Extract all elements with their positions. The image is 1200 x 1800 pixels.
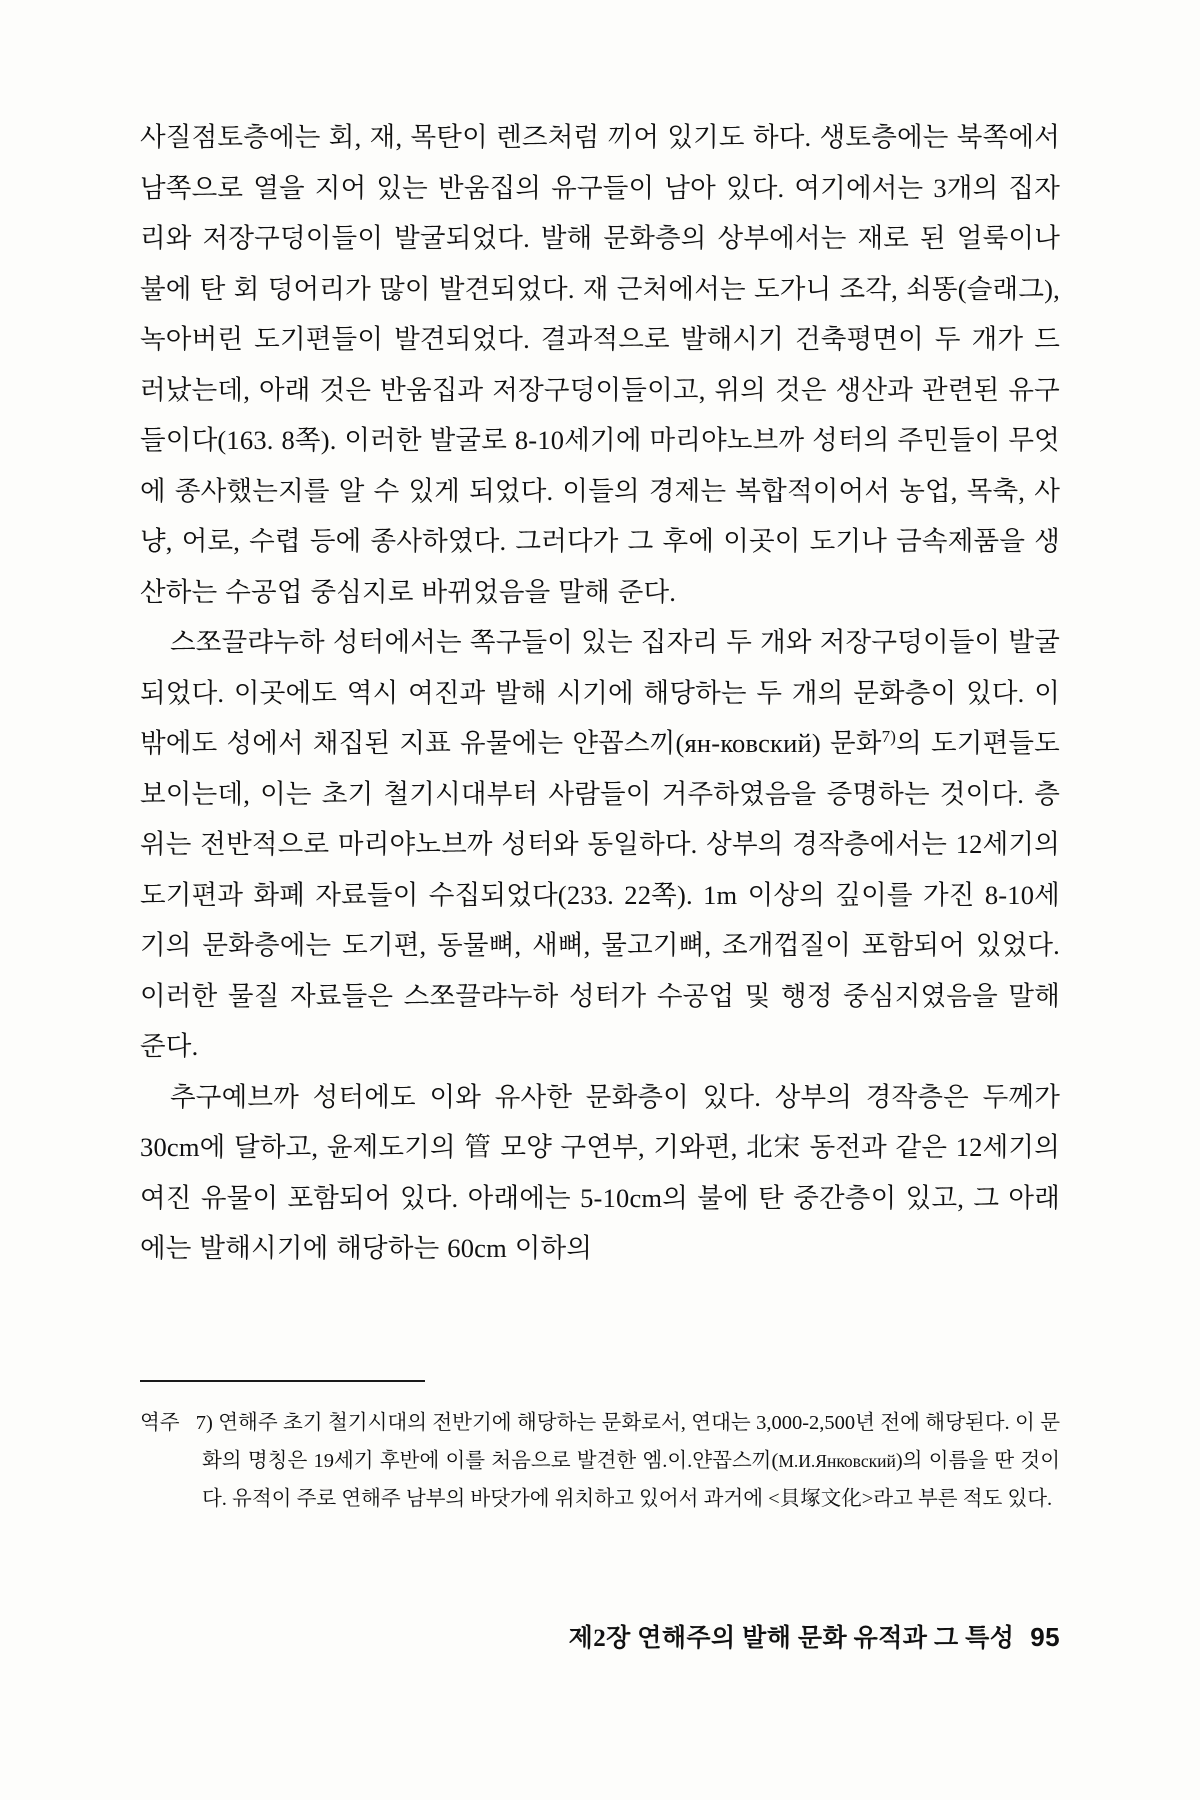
footnote-label: 역주 xyxy=(140,1412,180,1434)
footnote-divider xyxy=(140,1380,425,1382)
paragraph-1: 사질점토층에는 회, 재, 목탄이 렌즈처럼 끼어 있기도 하다. 생토층에는 북쪽에서 남쪽으로 열을 지어 있는 반움집의 유구들이 남아 있다. 여기에서는 3개의 집자리와 저장구덩이들이 발굴되었다. 발해 문화층의 상부에서는 재로 된 얼룩이나 불에 탄 회 덩어리가 많이 발견되었다. 재 근처에서는 도가니 조각, 쇠똥(슬래그), 녹아버린 도기편들이 발견되었다. 결과적으로 발해시기 건축평면이 두 개가 드러났는데, 아래 것은 반움집과 저장구덩이들이고, 위의 것은 생산과 관련된 유구들이다(163. 8쪽). 이러한 발굴로 8-10세기에 마리야노브까 성터의 주민들이 무엇에 종사했는지를 알 수 있게 되었다. 이들의 경제는 복합적이어서 농업, 목축, 사냥, 어로, 수렵 등에 종사하였다. 그러다가 그 후에 이곳이 도기나 금속제품을 생산하는 수공업 중심지로 바뀌었음을 말해 준다. xyxy=(140,122,1060,607)
paragraph-2-part-b: 의 도기편들도 보이는데, 이는 초기 철기시대부터 사람들이 거주하였음을 증명하는 것이다. 층위는 전반적으로 마리야노브까 성터와 동일하다. 상부의 경작층에서는 12세기의 도기편과 화폐 자료들이 수집되었다(233. 22쪽). 1m 이상의 깊이를 가진 8-10세기의 문화층에는 도기편, 동물뼈, 새뼈, 물고기뼈, 조개껍질이 포함되어 있었다. 이러한 물질 자료들은 스쪼끌랴누하 성터가 수공업 및 행정 중심지였음을 말해준다. xyxy=(140,728,1060,1061)
footnote-marker: 7) xyxy=(195,1412,213,1434)
body-text-column xyxy=(140,112,1060,1274)
paragraph-3: 추구예브까 성터에도 이와 유사한 문화층이 있다. 상부의 경작층은 두께가 30cm에 달하고, 윤제도기의 管 모양 구연부, 기와편, 北宋 동전과 같은 12세기의 여진 유물이 포함되어 있다. 아래에는 5-10cm의 불에 탄 중간층이 있고, 그 아래에는 발해시기에 해당하는 60cm 이하의 xyxy=(140,1081,1060,1263)
footnote-area xyxy=(140,1380,1060,1518)
page-footer xyxy=(140,1618,1060,1654)
footnote-text-part2: )의 이름을 딴 것이다. 유적이 주로 연해주 남부의 바닷가에 위치하고 있어서 과거에 <貝塚文化>라고 부른 적도 있다. xyxy=(202,1450,1061,1510)
paragraph-2 xyxy=(140,617,1060,1072)
paragraph-2-part-a: 스쪼끌랴누하 성터에서는 쪽구들이 있는 집자리 두 개와 저장구덩이들이 발굴되었다. 이곳에도 역시 여진과 발해 시기에 해당하는 두 개의 문화층이 있다. 이밖에도 성에서 채집된 지표 유물에는 얀꼽스끼(ян-ковский) 문화 xyxy=(140,627,1060,758)
footnote-reference-7[interactable]: 7) xyxy=(881,727,897,747)
footnote-7 xyxy=(140,1404,1060,1518)
footnote-text-part1: 연해주 초기 철기시대의 전반기에 해당하는 문화로서, 연대는 3,000-2,500년 전에 해당된다. 이 문화의 명칭은 19세기 후반에 이를 처음으로 발견한 엠.이.얀꼽스끼( xyxy=(202,1412,1061,1472)
footnote-body xyxy=(140,1404,1060,1518)
footnote-cyrillic-name: М.И.Янковский xyxy=(778,1451,896,1471)
footer-chapter-title: 제2장 연해주의 발해 문화 유적과 그 특성 xyxy=(568,1625,1015,1652)
page-number: 95 xyxy=(1030,1622,1060,1652)
